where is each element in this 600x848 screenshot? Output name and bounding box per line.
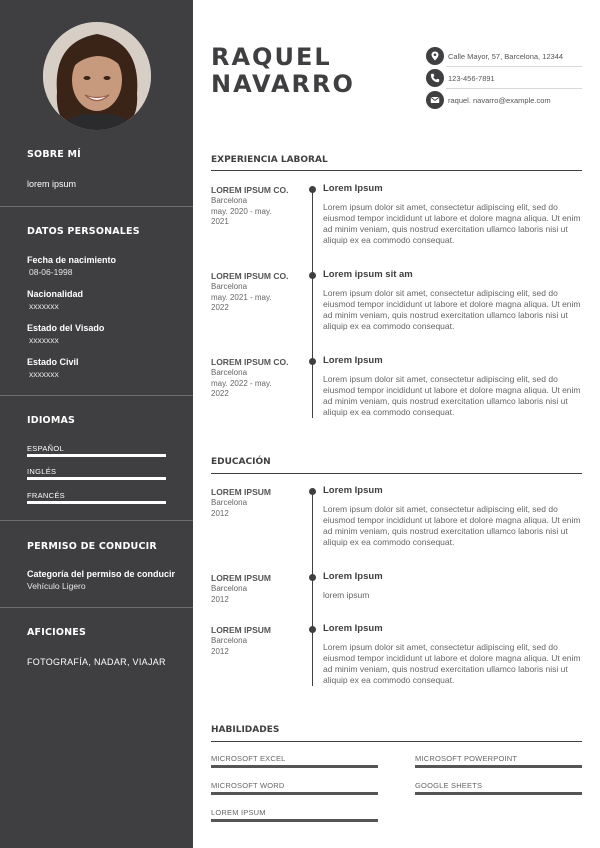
birthdate-label: Fecha de nacimiento [27, 255, 117, 265]
job-meta [211, 196, 301, 228]
personal-title: DATOS PERSONALES [27, 226, 140, 237]
license-title: PERMISO DE CONDUCIR [27, 541, 157, 552]
first-name: RAQUEL [211, 43, 332, 71]
school-name: LOREM IPSUM [211, 487, 271, 497]
timeline-dot [309, 358, 316, 365]
language-bar-fill [27, 477, 166, 480]
skill-name: MICROSOFT WORD [211, 781, 285, 790]
license-label: Categoría del permiso de conducir [27, 569, 176, 579]
language-name: ESPAÑOL [27, 444, 64, 453]
skill-bar [211, 819, 378, 822]
languages-title: IDIOMAS [27, 415, 76, 426]
hobbies-title: AFICIONES [27, 627, 87, 638]
nationality-value: xxxxxxx [29, 301, 59, 311]
job-dates-end: 2022 [211, 303, 229, 312]
degree-description: Lorem ipsum dolor sit amet, consectetur adipiscing elit, sed do eiusmod tempor incididunt ut labore et dolore magna aliqua. Ut enim ad minim veniam, quis nostrud exercitation ullamco laboris nisi ut aliquip ex ea commodo consequat. [323, 504, 581, 547]
timeline-dot [309, 186, 316, 193]
degree-description: Lorem ipsum dolor sit amet, consectetur adipiscing elit, sed do eiusmod tempor incididunt ut labore et dolore magna aliqua. Ut enim ad minim veniam, quis nostrud exercitation ullamco laboris nisi ut aliquip ex ea commodo consequat. [323, 642, 581, 685]
address-text: Calle Mayor, 57, Barcelona, 12344 [448, 52, 564, 61]
skill-bar [211, 792, 378, 795]
skill-name: LOREM IPSUM [211, 808, 266, 817]
contact-divider [446, 88, 582, 89]
skill-bar [211, 765, 378, 768]
language-bar-fill [27, 454, 166, 457]
hobbies-text: FOTOGRAFÍA, NADAR, VIAJAR [27, 657, 166, 667]
timeline-dot [309, 626, 316, 633]
school-name: LOREM IPSUM [211, 625, 271, 635]
language-name: FRANCÉS [27, 491, 65, 500]
skill-bar-fill [415, 792, 582, 795]
sidebar [0, 0, 193, 848]
degree-description: lorem ipsum [323, 590, 370, 600]
school-year: 2012 [211, 646, 229, 656]
job-role: Lorem Ipsum [323, 355, 383, 366]
sidebar-divider [0, 520, 193, 521]
sidebar-divider [0, 395, 193, 396]
language-bar [27, 477, 166, 480]
degree-title: Lorem Ipsum [323, 485, 383, 496]
school-year: 2012 [211, 594, 229, 604]
job-dates-end: 2022 [211, 389, 229, 398]
education-timeline [312, 490, 313, 686]
location-pin-icon [426, 47, 444, 65]
job-city: Barcelona [211, 196, 248, 205]
school-year: 2012 [211, 508, 229, 518]
school-city: Barcelona [211, 584, 248, 593]
visa-value: xxxxxxx [29, 335, 59, 345]
skill-bar-fill [415, 765, 582, 768]
job-dates: may. 2021 - may. [211, 292, 272, 302]
section-rule [211, 170, 582, 171]
job-dates: may. 2020 - may. [211, 206, 272, 216]
skill-bar [415, 792, 582, 795]
contact-phone [426, 69, 582, 87]
skill-name: MICROSOFT POWERPOINT [415, 754, 518, 763]
job-city: Barcelona [211, 282, 248, 291]
language-bar-fill [27, 501, 166, 504]
job-dates-end: 2021 [211, 217, 229, 226]
degree-title: Lorem Ipsum [323, 571, 383, 582]
license-value: Vehículo Ligero [27, 581, 86, 591]
nationality-label: Nacionalidad [27, 289, 84, 299]
skill-bar-fill [211, 765, 378, 768]
contact-email [426, 91, 582, 109]
about-title: SOBRE MÍ [27, 149, 81, 160]
job-description: Lorem ipsum dolor sit amet, consectetur adipiscing elit, sed do eiusmod tempor incididunt ut labore et dolore magna aliqua. Ut enim ad minim veniam, quis nostrud exercitation ullamco laboris nisi ut aliquip ex ea commodo consequat. [323, 288, 581, 331]
language-name: INGLÉS [27, 467, 57, 476]
timeline-dot [309, 488, 316, 495]
skill-name: GOOGLE SHEETS [415, 781, 483, 790]
skill-bar [415, 765, 582, 768]
language-bar [27, 454, 166, 457]
school-meta [211, 498, 301, 519]
phone-text: 123-456-7891 [448, 74, 495, 83]
contact-divider [446, 66, 582, 67]
visa-label: Estado del Visado [27, 323, 105, 333]
envelope-icon [426, 91, 444, 109]
experience-timeline [312, 188, 313, 418]
about-text: lorem ipsum [27, 179, 77, 189]
school-city: Barcelona [211, 498, 248, 507]
job-role: Lorem ipsum sit am [323, 269, 413, 280]
experience-title: EXPERIENCIA LABORAL [211, 155, 328, 165]
job-company: LOREM IPSUM CO. [211, 271, 289, 281]
candidate-name [211, 44, 355, 98]
skills-title: HABILIDADES [211, 725, 280, 735]
email-text: raquel. navarro@example.com [448, 96, 551, 105]
sidebar-divider [0, 206, 193, 207]
section-rule [211, 741, 582, 742]
job-description: Lorem ipsum dolor sit amet, consectetur adipiscing elit, sed do eiusmod tempor incididunt ut labore et dolore magna aliqua. Ut enim ad minim veniam, quis nostrud exercitation ullamco laboris nisi ut aliquip ex ea commodo consequat. [323, 374, 581, 417]
timeline-dot [309, 272, 316, 279]
profile-photo [43, 22, 151, 130]
job-meta [211, 282, 301, 314]
skill-bar-fill [211, 792, 378, 795]
school-city: Barcelona [211, 636, 248, 645]
education-title: EDUCACIÓN [211, 457, 271, 467]
phone-icon [426, 69, 444, 87]
school-name: LOREM IPSUM [211, 573, 271, 583]
job-role: Lorem Ipsum [323, 183, 383, 194]
avatar [43, 22, 151, 130]
school-meta [211, 636, 301, 657]
section-rule [211, 473, 582, 474]
civil-value: xxxxxxx [29, 369, 59, 379]
timeline-dot [309, 574, 316, 581]
last-name: NAVARRO [211, 70, 355, 98]
degree-title: Lorem Ipsum [323, 623, 383, 634]
job-company: LOREM IPSUM CO. [211, 357, 289, 367]
sidebar-divider [0, 607, 193, 608]
civil-label: Estado Civil [27, 357, 79, 367]
contact-address [426, 47, 582, 65]
birthdate-value: 08-06-1998 [29, 267, 73, 277]
job-company: LOREM IPSUM CO. [211, 185, 289, 195]
job-description: Lorem ipsum dolor sit amet, consectetur adipiscing elit, sed do eiusmod tempor incididunt ut labore et dolore magna aliqua. Ut enim ad minim veniam, quis nostrud exercitation ullamco laboris nisi ut aliquip ex ea commodo consequat. [323, 202, 581, 245]
school-meta [211, 584, 301, 605]
job-city: Barcelona [211, 368, 248, 377]
skill-name: MICROSOFT EXCEL [211, 754, 286, 763]
job-dates: may. 2022 - may. [211, 378, 272, 388]
job-meta [211, 368, 301, 400]
language-bar [27, 501, 166, 504]
skill-bar-fill [211, 819, 378, 822]
